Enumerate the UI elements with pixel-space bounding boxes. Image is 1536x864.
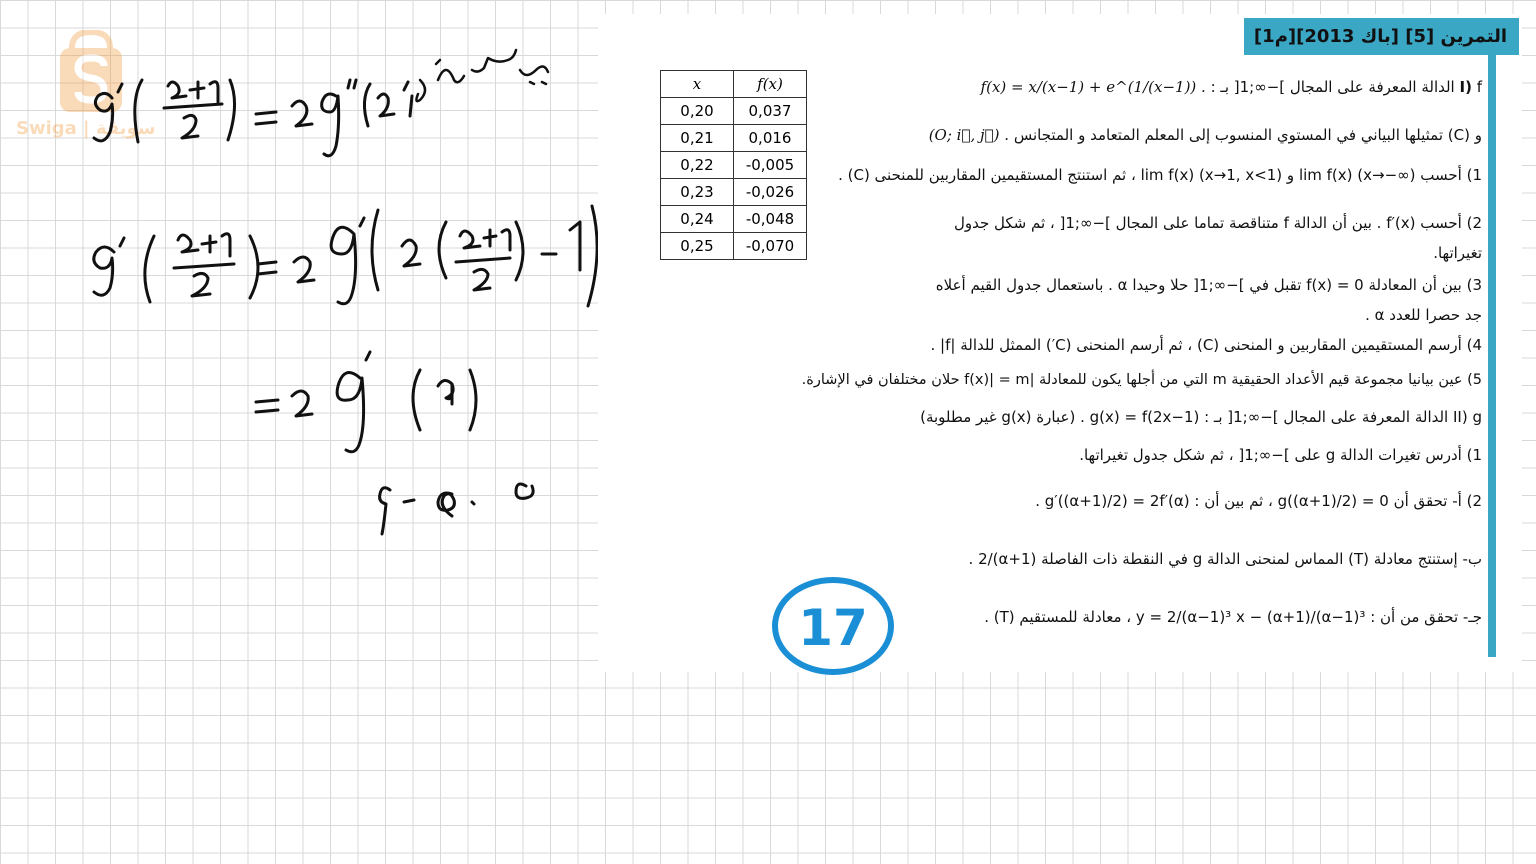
table-cell-fx: 0,037	[734, 98, 807, 125]
stamp-circle-icon	[770, 573, 898, 679]
table-cell-fx: -0,070	[734, 233, 807, 260]
handwriting-line4	[380, 484, 534, 534]
table-cell-fx: 0,016	[734, 125, 807, 152]
table-header-fx: f(x)	[734, 71, 807, 98]
table-row	[661, 98, 807, 125]
handwriting-note	[416, 50, 548, 101]
table-cell-x: 0,23	[661, 179, 734, 206]
values-table	[660, 70, 807, 260]
question-1-4: 4) أرسم المستقيمين المقاربين و المنحنى (C) ، ثم أرسم المنحنى (C′) الممثل للدالة |f| .	[930, 336, 1482, 354]
part1-label: I)	[1459, 78, 1472, 96]
question-1-5: 5) عين بيانيا مجموعة قيم الأعداد الحقيقية m التي من أجلها يكون للمعادلة |f(x)| = m حلان مختلفان في الإشارة.	[801, 372, 1482, 388]
part1-frame: (O; i⃗, j⃗) .	[928, 126, 1010, 144]
table-cell-fx: -0,005	[734, 152, 807, 179]
handwriting-line3	[256, 352, 476, 452]
question-1-3-cont: جد حصرا للعدد α .	[1365, 306, 1482, 324]
question-1-3: 3) بين أن المعادلة f(x) = 0 تقبل في ]−∞;1[ حلا وحيدا α . باستعمال جدول القيم أعلاه	[935, 276, 1482, 294]
table-header-row	[661, 71, 807, 98]
handwriting-line2	[94, 206, 597, 306]
part1-curve-line	[929, 126, 1482, 144]
exercise-document	[598, 14, 1522, 672]
handwritten-notes	[60, 40, 620, 560]
part1-definition	[981, 78, 1482, 96]
table-header-x: x	[661, 71, 734, 98]
table-row	[661, 206, 807, 233]
table-row	[661, 152, 807, 179]
table-row	[661, 233, 807, 260]
part1-definition-text: f الدالة المعرفة على المجال ]−∞;1[ بـ :	[1210, 78, 1482, 96]
table-cell-x: 0,20	[661, 98, 734, 125]
table-cell-fx: -0,048	[734, 206, 807, 233]
exercise-title: التمرين [5] [باك 2013][م1]	[1244, 18, 1519, 55]
part2-definition: II) g الدالة المعرفة على المجال ]−∞;1[ بـ : g(x) = f(2x−1) . (عبارة g(x) غير مطلوبة)	[920, 408, 1482, 426]
table-cell-x: 0,24	[661, 206, 734, 233]
table-cell-x: 0,25	[661, 233, 734, 260]
question-2-2a: 2) أ- تحقق أن g((α+1)/2) = 0 ، ثم بين أن : g′((α+1)/2) = 2f′(α) .	[1035, 492, 1482, 510]
question-1-1: 1) أحسب lim f(x) (x→−∞) و lim f(x) (x→1, x<1) ، ثم استنتج المستقيمين المقاربين للمنحنى (C) .	[838, 166, 1482, 184]
table-cell-x: 0,22	[661, 152, 734, 179]
table-cell-x: 0,21	[661, 125, 734, 152]
table-row	[661, 179, 807, 206]
circled-number-stamp	[770, 573, 898, 679]
accent-sidebar	[1488, 55, 1496, 657]
handwriting-line1	[94, 80, 412, 156]
question-1-2-cont: تغيراتها.	[1433, 244, 1482, 262]
part1-function-formula: f(x) = x/(x−1) + e^(1/(x−1)) .	[980, 78, 1206, 96]
brand-name: Swiga | سويقة	[16, 118, 156, 139]
table-cell-fx: -0,026	[734, 179, 807, 206]
question-2-2b: ب- إستنتج معادلة (T) المماس لمنحنى الدالة g في النقطة ذات الفاصلة (α+1)/2 .	[968, 550, 1482, 568]
question-2-2c: جـ- تحقق من أن : y = 2/(α−1)³ x − (α+1)/(α−1)³ ، معادلة للمستقيم (T) .	[984, 608, 1482, 626]
question-1-2: 2) أحسب f′(x) . بين أن الدالة f متناقصة تماما على المجال ]−∞;1[ ، ثم شكل جدول	[953, 214, 1482, 232]
part1-curve-text: و (C) تمثيلها البياني في المستوي المنسوب إلى المعلم المتعامد و المتجانس	[1013, 126, 1482, 144]
table-row	[661, 125, 807, 152]
question-2-1: 1) أدرس تغيرات الدالة g على ]−∞;1[ ، ثم شكل جدول تغيراتها.	[1079, 446, 1482, 464]
stamp-number: 17	[798, 599, 868, 657]
